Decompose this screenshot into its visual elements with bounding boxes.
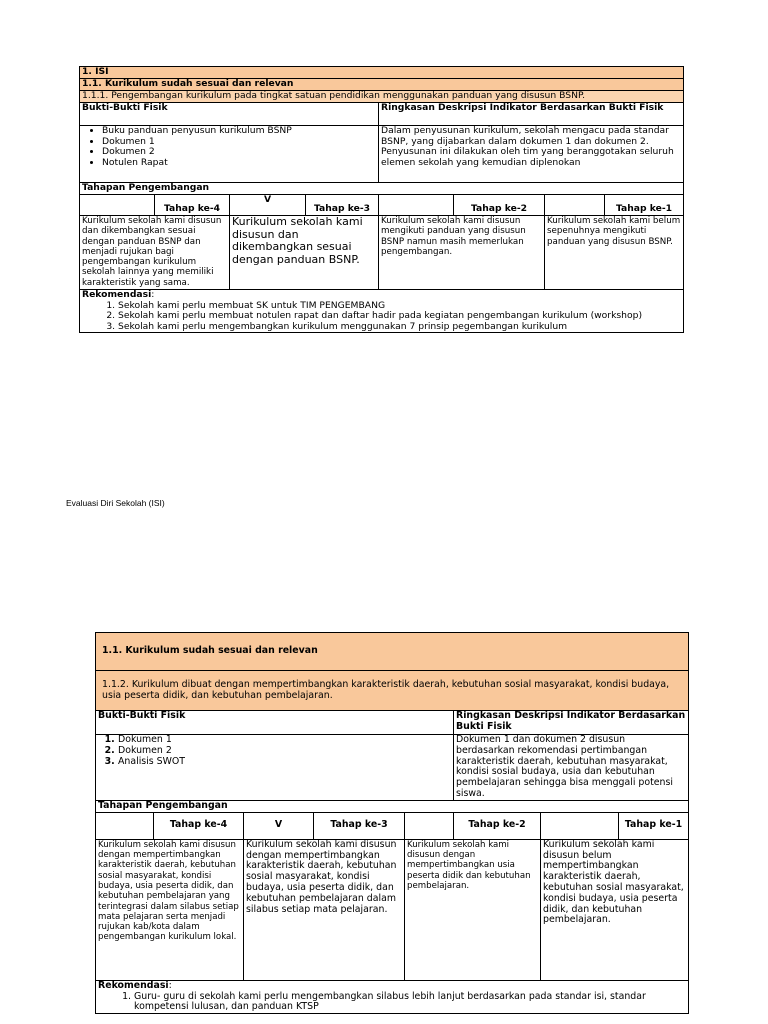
empty-cell: [405, 812, 454, 839]
ringkasan-text: Dalam penyusunan kurikulum, sekolah mengacu pada standar BSNP, yang dijabarkan dalam dokumen 1 dan dokumen 2. Penyusunan ini dilakukan oleh tim yang beranggotakan seluruh elemen sekolah yang kemudian diplenokan: [379, 126, 684, 183]
rekomendasi-cell: Rekomendasi: 1. Sekolah kami perlu membuat SK untuk TIM PENGEMBANG 2. Sekolah kami perlu membuat notulen rapat dan daftar hadir pada kegiatan pengembangan kurikulum (workshop) 3. Sekolah kami perlu mengembangkan kurikulum menggunakan 7 prinsip pegembangan kurikulum: [80, 290, 684, 333]
list-item: 3. Sekolah kami perlu mengembangkan kurikulum menggunakan 7 prinsip pegembangan kurikulum: [118, 322, 681, 333]
rekomendasi-list: [98, 992, 686, 1014]
page-footer: Evaluasi Diri Sekolah (ISI): [66, 498, 165, 508]
ringkasan-label: Ringkasan Deskripsi Indikator Berdasarkan Bukti Fisik: [379, 103, 684, 126]
list-item: 1. Sekolah kami perlu membuat SK untuk TIM PENGEMBANG: [118, 301, 681, 312]
evaluation-table-2: [95, 632, 689, 1014]
tahap3-header: Tahap ke-3: [306, 195, 379, 216]
tahap3-text: Kurikulum sekolah kami disusun dan dikembangkan sesuai dengan panduan BSNP.: [230, 216, 379, 290]
evaluation-table-1: [79, 66, 684, 333]
list-item: • Buku panduan penyusun kurikulum BSNP: [102, 126, 376, 137]
check-mark: V: [230, 195, 306, 216]
empty-cell: [545, 195, 605, 216]
bukti-fisik-list: [98, 735, 451, 767]
check-mark: V: [244, 812, 314, 839]
empty-cell: [96, 812, 154, 839]
tahapan-label: Tahapan Pengembangan: [80, 183, 684, 195]
tahap2-header: Tahap ke-2: [454, 812, 541, 839]
tahap3-header: Tahap ke-3: [314, 812, 405, 839]
tahap4-header: Tahap ke-4: [154, 812, 244, 839]
tahap3-text: Kurikulum sekolah kami disusun dengan mempertimbangkan karakteristik daerah, kebutuhan sosial masyarakat, kondisi budaya, usia peserta didik, dan kebutuhan pembelajaran dalam silabus setiap mata pelajaran.: [244, 839, 405, 980]
bukti-fisik-label: Bukti-Bukti Fisik: [96, 711, 454, 735]
bukti-fisik-list-cell: [80, 126, 379, 183]
list-item: 3. Analisis SWOT: [118, 757, 451, 768]
bukti-fisik-list: [82, 126, 376, 168]
tahap4-header: Tahap ke-4: [155, 195, 230, 216]
list-item: 2. Sekolah kami perlu membuat notulen rapat dan daftar hadir pada kegiatan pengembangan kurikulum (workshop): [118, 311, 681, 322]
rekomendasi-label: Rekomendasi: [82, 289, 152, 300]
bukti-fisik-list-cell: [96, 735, 454, 801]
empty-cell: [80, 195, 155, 216]
empty-cell: [541, 812, 619, 839]
tahap1-header: Tahap ke-1: [619, 812, 689, 839]
section-subheader: 1.1. Kurikulum sudah sesuai dan relevan: [80, 79, 684, 91]
list-item: 1. Dokumen 1: [118, 735, 451, 746]
tahap1-header: Tahap ke-1: [605, 195, 684, 216]
tahap4-text: Kurikulum sekolah kami disusun dan dikembangkan sesuai dengan panduan BSNP dan menjadi rujukan bagi pengembangan kurikulum sekolah lainnya yang memiliki karakteristik yang sama.: [80, 216, 230, 290]
list-item: • Dokumen 2: [102, 147, 376, 158]
empty-cell: [379, 195, 454, 216]
tahap2-text: Kurikulum sekolah kami disusun mengikuti panduan yang disusun BSNP namun masih memerlukan pengembangan.: [379, 216, 545, 290]
bukti-fisik-label: Bukti-Bukti Fisik: [80, 103, 379, 126]
ringkasan-label: Ringkasan Deskripsi Indikator Berdasarkan Bukti Fisik: [454, 711, 689, 735]
list-item: 1. Guru- guru di sekolah kami perlu mengembangkan silabus lebih lanjut berdasarkan pada standar isi, standar kompetensi lulusan, dan panduan KTSP: [134, 992, 686, 1014]
rekomendasi-cell: Rekomendasi: 1. Guru- guru di sekolah kami perlu mengembangkan silabus lebih lanjut berdasarkan pada standar isi, standar kompetensi lulusan, dan panduan KTSP: [96, 980, 689, 1013]
section-subheader: 1.1. Kurikulum sudah sesuai dan relevan: [96, 633, 689, 671]
indicator-title: 1.1.1. Pengembangan kurikulum pada tingkat satuan pendidikan menggunakan panduan yang disusun BSNP.: [80, 91, 684, 103]
list-item: • Notulen Rapat: [102, 158, 376, 169]
tahap2-header: Tahap ke-2: [454, 195, 545, 216]
rekomendasi-list: [82, 301, 681, 333]
tahap1-text: Kurikulum sekolah kami belum sepenuhnya mengikuti panduan yang disusun BSNP.: [545, 216, 684, 290]
section-header: 1. ISI: [80, 67, 684, 79]
tahap1-text: Kurikulum sekolah kami disusun belum mempertimbangkan karakteristik daerah, kebutuhan sosial masyarakat, kondisi budaya, usia peserta didik, dan kebutuhan pembelajaran.: [541, 839, 689, 980]
list-item: 2. Dokumen 2: [118, 746, 451, 757]
list-item: • Dokumen 1: [102, 137, 376, 148]
rekomendasi-label: Rekomendasi: [98, 979, 169, 991]
tahap4-text: Kurikulum sekolah kami disusun dengan mempertimbangkan karakteristik daerah, kebutuhan sosial masyarakat, kondisi budaya, usia peserta didik, dan kebutuhan pembelajaran yang terintegrasi dalam silabus setiap mata pelajaran serta menjadi rujukan kab/kota dalam pengembangan kurikulum lokal.: [96, 839, 244, 980]
tahapan-label: Tahapan Pengembangan: [96, 800, 689, 812]
indicator-title: 1.1.2. Kurikulum dibuat dengan mempertimbangkan karakteristik daerah, kebutuhan sosial masyarakat, kondisi budaya, usia peserta didik, dan kebutuhan pembelajaran.: [96, 671, 689, 711]
ringkasan-text: Dokumen 1 dan dokumen 2 disusun berdasarkan rekomendasi pertimbangan karakteristik daerah, kebutuhan masyarakat, kondisi sosial budaya, usia dan kebutuhan pembelajaran sehingga bisa menggali potensi siswa.: [454, 735, 689, 801]
tahap2-text: Kurikulum sekolah kami disusun dengan mempertimbangkan usia peserta didik dan kebutuhan pembelajaran.: [405, 839, 541, 980]
